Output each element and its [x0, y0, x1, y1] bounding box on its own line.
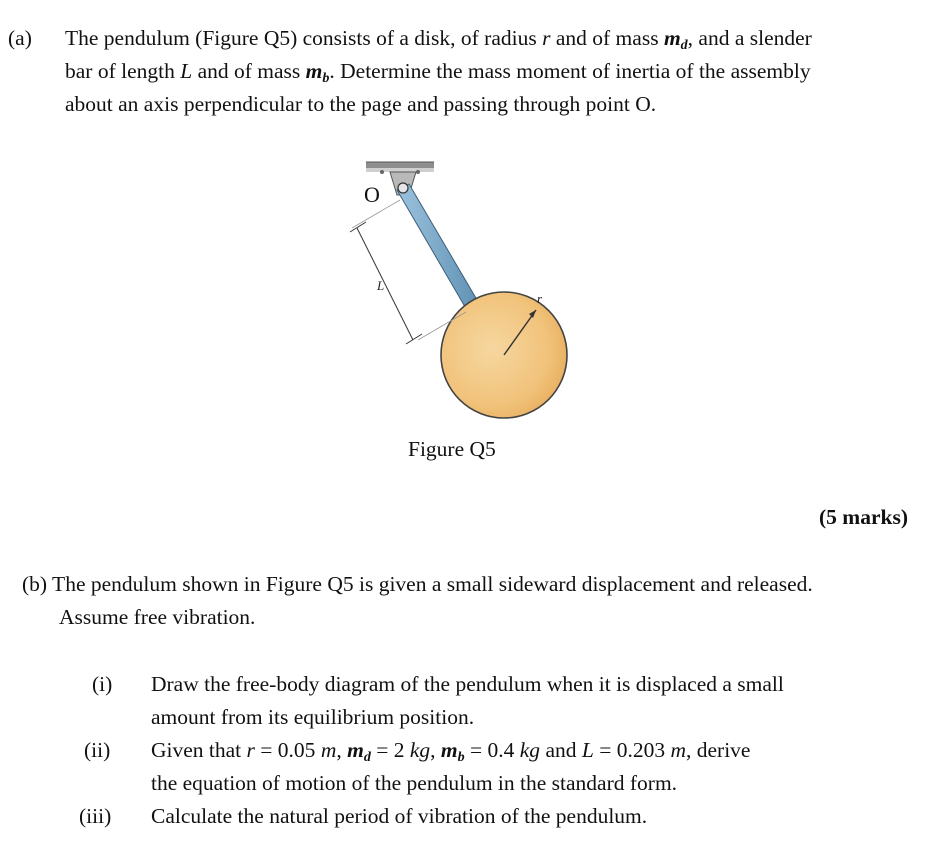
item-ii-line-2: the equation of motion of the pendulum in the standard form.: [151, 771, 678, 795]
item-ii-line-1: Given that r = 0.05 m, $m_d = 2$ kg, $m_b = 0.4$ kg and L = 0.203 m, derive: [151, 738, 751, 765]
part-a-label: (a): [8, 26, 32, 50]
radius-label-r: r: [537, 291, 543, 306]
part-b-line-2: Assume free vibration.: [59, 605, 256, 629]
item-iii-number: (iii): [79, 804, 112, 828]
marks-label: (5 marks): [819, 505, 908, 529]
item-i-number: (i): [92, 672, 113, 696]
part-a-line-2: bar of length L and of mass $m_b$. Determine the mass moment of inertia of the assembly: [65, 59, 811, 86]
pendulum-figure: [330, 150, 600, 450]
item-iii-line-1: Calculate the natural period of vibration of the pendulum.: [151, 804, 648, 828]
item-i-line-1: Draw the free-body diagram of the pendulum when it is displaced a small: [151, 672, 784, 696]
length-label-l: L: [377, 278, 385, 293]
part-a-line-3: about an axis perpendicular to the page and passing through point O.: [65, 92, 657, 116]
part-b-line-1: (b) The pendulum shown in Figure Q5 is given a small sideward displacement and released.: [22, 572, 813, 596]
pivot-pin: [398, 183, 408, 193]
item-ii-number: (ii): [84, 738, 111, 762]
item-i-line-2: amount from its equilibrium position.: [151, 705, 475, 729]
figure-caption: Figure Q5: [408, 437, 496, 461]
part-a-line-1: The pendulum (Figure Q5) consists of a disk, of radius r and of mass $m_d$, and a slender: [65, 26, 812, 53]
slender-bar: [397, 184, 480, 312]
pivot-label-o: O: [364, 182, 380, 207]
